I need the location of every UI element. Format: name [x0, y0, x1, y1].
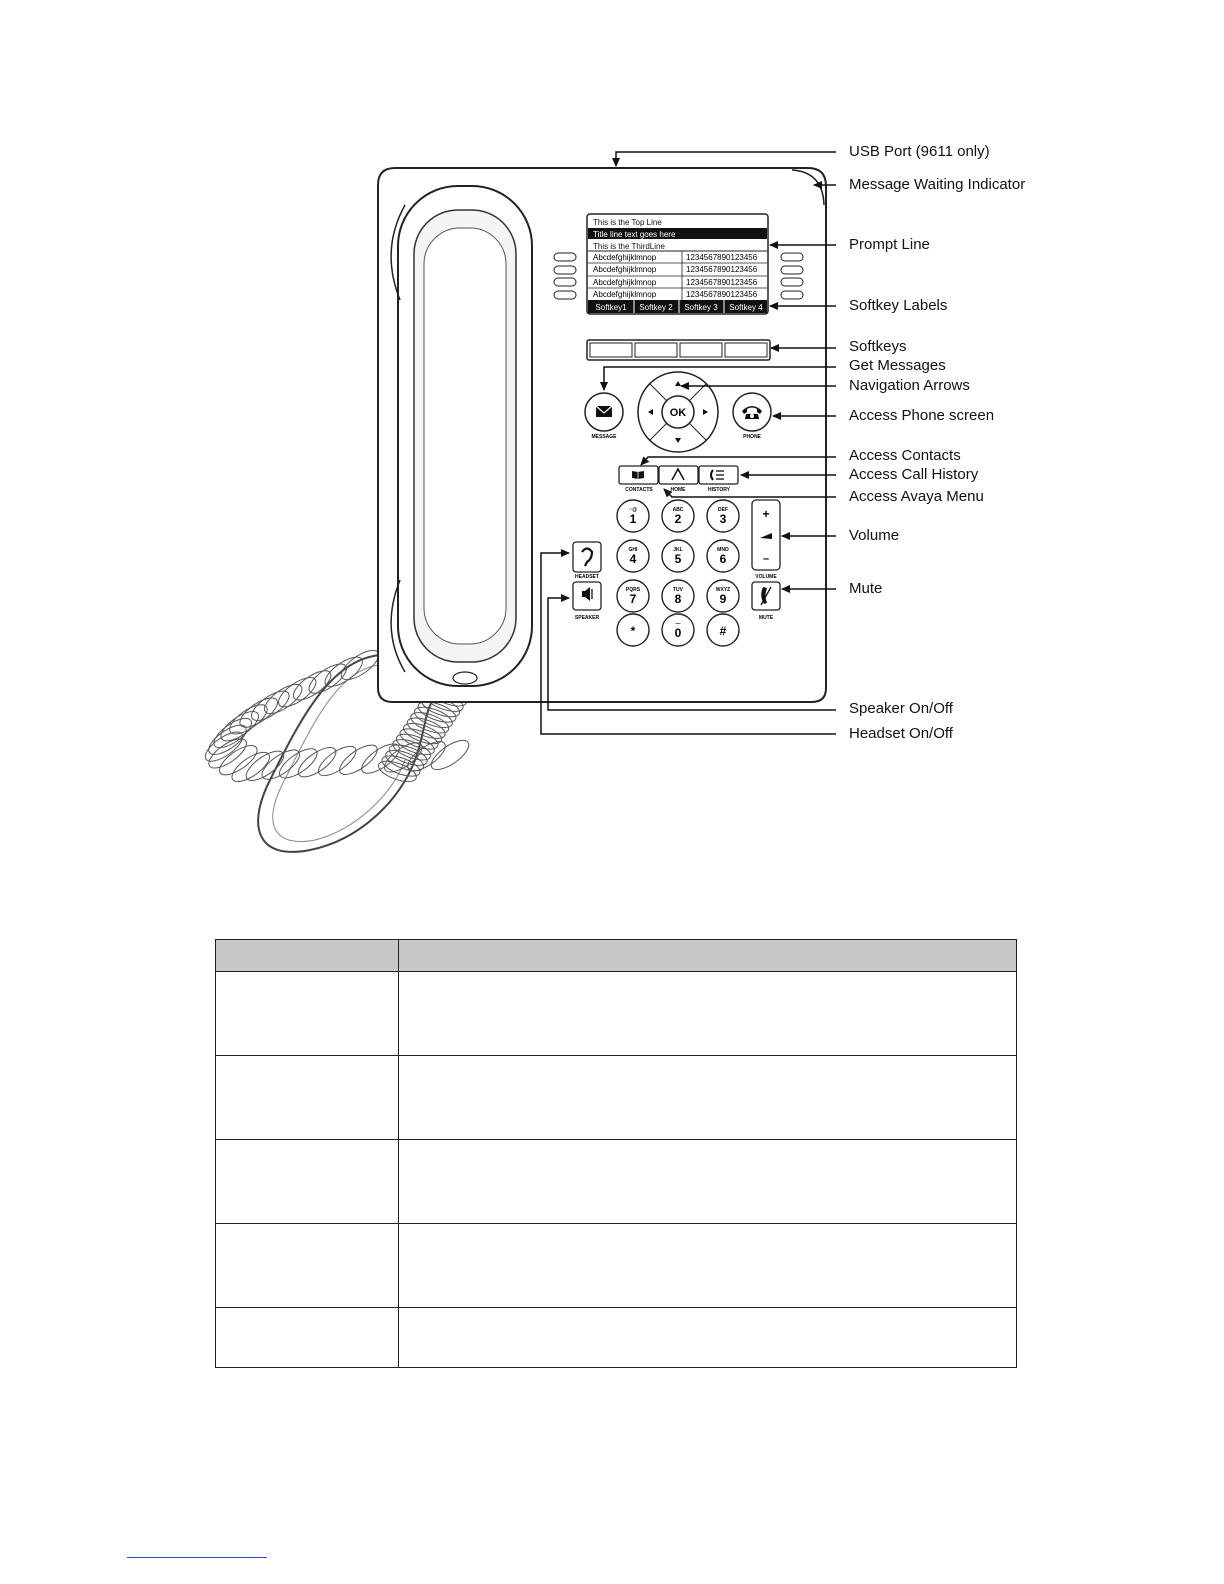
speaker-button[interactable] — [573, 582, 601, 621]
softkey-label: Softkey1 — [595, 303, 627, 312]
callout-softkey-labels: Softkey Labels — [849, 297, 948, 314]
screen-title-line: Title line text goes here — [593, 230, 676, 239]
key-letters: WXYZ — [715, 587, 731, 593]
key-letters: JKL — [673, 547, 683, 553]
home-label: HOME — [670, 487, 686, 493]
key-digit: 8 — [674, 592, 682, 606]
message-label: MESSAGE — [591, 434, 617, 440]
screen-row-right: 1234567890123456 — [686, 278, 758, 287]
callout-mute: Mute — [849, 580, 883, 597]
table-row — [216, 1056, 1017, 1140]
keypad-key[interactable] — [707, 614, 739, 646]
table-cell — [399, 1140, 1017, 1224]
cord-coil — [274, 672, 320, 712]
callout-usb-port: USB Port (9611 only) — [849, 143, 990, 160]
key-letters: ABC — [672, 507, 684, 513]
callout-headset: Headset On/Off — [849, 725, 953, 742]
callout-access-phone: Access Phone screen — [849, 407, 995, 424]
phone-label: PHONE — [743, 434, 761, 440]
history-label: HISTORY — [708, 487, 730, 493]
display-screen — [587, 214, 768, 314]
softkeys[interactable] — [587, 340, 770, 360]
headset-label: HEADSET — [575, 574, 599, 580]
keypad-key[interactable] — [707, 580, 739, 612]
callout-access-contacts: Access Contacts — [849, 447, 961, 464]
key-digit: 1 — [629, 512, 637, 526]
callout-volume: Volume — [849, 527, 900, 544]
screen-row-left: Abcdefghijklmnop — [593, 290, 657, 299]
navigation-cluster[interactable] — [638, 372, 718, 452]
cord-coil — [275, 743, 321, 783]
table-cell — [216, 1308, 399, 1368]
screen-row-right: 1234567890123456 — [686, 265, 758, 274]
table-row — [216, 972, 1017, 1056]
keypad-key[interactable] — [662, 580, 694, 612]
volume-minus-icon[interactable]: – — [762, 553, 770, 565]
table-row — [216, 1308, 1017, 1368]
table-cell — [399, 972, 1017, 1056]
screen-prompt-line: This is the ThirdLine — [593, 242, 665, 251]
screen-row-left: Abcdefghijklmnop — [593, 278, 657, 287]
keypad-key[interactable] — [662, 540, 694, 572]
table-cell — [399, 1224, 1017, 1308]
table-header-cell — [216, 940, 399, 972]
volume-plus-icon[interactable]: + — [762, 507, 770, 521]
description-table — [215, 939, 1017, 1368]
key-letters: GHI — [628, 547, 638, 553]
table-cell — [216, 1140, 399, 1224]
softkey-label: Softkey 2 — [639, 303, 673, 312]
key-digit: 7 — [629, 592, 637, 606]
keypad-key[interactable] — [662, 500, 694, 532]
key-digit: 3 — [719, 512, 727, 526]
mute-label: MUTE — [758, 615, 774, 621]
key-letters: — — [675, 621, 681, 627]
screen-row-left: Abcdefghijklmnop — [593, 253, 657, 262]
cord-coil — [427, 735, 473, 775]
key-letters: MNO — [717, 547, 729, 553]
table-cell — [216, 1224, 399, 1308]
speaker-label: SPEAKER — [574, 615, 600, 621]
table-header-row — [216, 940, 1017, 972]
screen-top-line: This is the Top Line — [593, 218, 662, 227]
softkey-label: Softkey 3 — [684, 303, 718, 312]
callout-access-avaya-menu: Access Avaya Menu — [849, 488, 984, 505]
callout-get-messages: Get Messages — [849, 357, 946, 374]
keypad-key[interactable] — [617, 500, 649, 532]
key-digit: * — [630, 624, 636, 638]
table-row — [216, 1140, 1017, 1224]
keypad-key[interactable] — [662, 614, 694, 646]
key-digit: 2 — [674, 512, 682, 526]
key-letters: ··@ — [628, 507, 638, 513]
key-digit: 0 — [674, 626, 682, 640]
table-header-cell — [399, 940, 1017, 972]
key-digit: 9 — [719, 592, 727, 606]
callout-speaker: Speaker On/Off — [849, 700, 953, 717]
handset — [391, 186, 532, 686]
key-digit: 4 — [629, 552, 637, 566]
key-letters: PQRS — [625, 587, 641, 593]
key-letters: TUV — [673, 587, 683, 593]
contacts-label: CONTACTS — [625, 487, 653, 493]
ok-label: OK — [669, 407, 687, 419]
softkey-label: Softkey 4 — [729, 303, 763, 312]
cord-coil — [314, 741, 360, 781]
contacts-button[interactable] — [619, 466, 658, 493]
key-letters: DEF — [718, 507, 728, 513]
table-row — [216, 1224, 1017, 1308]
keypad-key[interactable] — [617, 614, 649, 646]
key-digit: 5 — [674, 552, 682, 566]
table-cell — [399, 1056, 1017, 1140]
callout-message-waiting: Message Waiting Indicator — [849, 176, 1026, 193]
cord-coil — [217, 706, 263, 746]
keypad-key[interactable] — [707, 500, 739, 532]
arrow-usb — [616, 152, 836, 166]
keypad-key[interactable] — [617, 580, 649, 612]
table-cell — [216, 972, 399, 1056]
cord-coil — [335, 740, 381, 780]
callout-prompt-line: Prompt Line — [849, 236, 930, 253]
footer-link-underline[interactable] — [127, 1557, 267, 1558]
cord-coil — [258, 745, 304, 785]
callout-access-history: Access Call History — [849, 466, 979, 483]
volume-rocker[interactable] — [752, 500, 780, 580]
key-digit: # — [719, 624, 727, 638]
cord-coil — [305, 659, 351, 699]
table-cell — [216, 1056, 399, 1140]
screen-row-right: 1234567890123456 — [686, 290, 758, 299]
headset-button[interactable] — [573, 542, 601, 580]
table-cell — [399, 1308, 1017, 1368]
screen-row-left: Abcdefghijklmnop — [593, 265, 657, 274]
keypad-key[interactable] — [617, 540, 649, 572]
volume-label: VOLUME — [755, 574, 777, 580]
screen-row-right: 1234567890123456 — [686, 253, 758, 262]
keypad-key[interactable] — [707, 540, 739, 572]
callout-softkeys: Softkeys — [849, 338, 907, 355]
callout-navigation-arrows: Navigation Arrows — [849, 377, 970, 394]
key-digit: 6 — [719, 552, 727, 566]
